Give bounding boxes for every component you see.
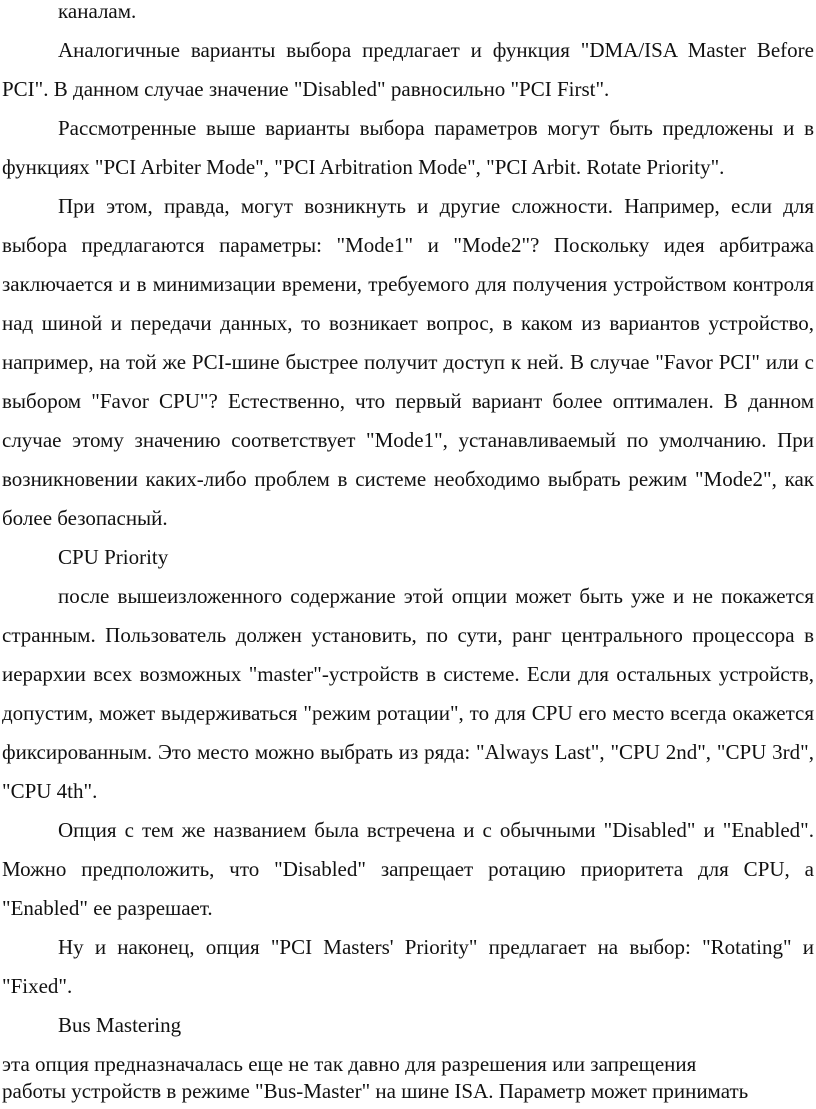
paragraph-cpu-options: Опция с тем же названием была встречена и с обычными "Disabled" и "Enabled". Можно предположить, что "Disabled" запрещает ротацию приоритета для CPU, а "Enabled" ее разрешает. xyxy=(2,818,814,920)
heading-cpu-priority: CPU Priority xyxy=(58,545,169,569)
bus-mastering-line-1: эта опция предназначалась еще не так давно для разрешения или запрещения xyxy=(2,1052,697,1076)
paragraph-continuation: каналам. xyxy=(58,0,137,23)
paragraph-pci-masters-priority: Ну и наконец, опция "PCI Masters' Priority" предлагает на выбор: "Rotating" и "Fixed". xyxy=(2,935,814,998)
bus-mastering-text xyxy=(2,1051,814,1105)
heading-bus-mastering: Bus Mastering xyxy=(58,1013,182,1037)
paragraph-pci-arbiter: Рассмотренные выше варианты выбора параметров могут быть предложены и в функциях "PCI Arbiter Mode", "PCI Arbitration Mode", "PCI Arbit. Rotate Priority". xyxy=(2,116,814,179)
paragraph-dma-isa: Аналогичные варианты выбора предлагает и функция "DMA/ISA Master Before PCI". В данном случае значение "Disabled" равносильно "PCI First". xyxy=(2,38,814,101)
bus-mastering-line-2: работы устройств в режиме "Bus-Master" на шине ISA. Параметр может принимать xyxy=(2,1079,749,1103)
paragraph-cpu-rank: после вышеизложенного содержание этой опции может быть уже и не покажется странным. Пользователь должен установить, по сути, ранг центрального процессора в иерархии всех возможных "master"-устройств в системе. Если для остальных устройств, допустим, может выдерживаться "режим ротации", то для CPU его место всегда окажется фиксированным. Это место можно выбрать из ряда: "Always Last", "CPU 2nd", "CPU 3rd", "CPU 4th". xyxy=(2,584,814,803)
paragraph-mode-selection: При этом, правда, могут возникнуть и другие сложности. Например, если для выбора предлагаются параметры: "Mode1" и "Mode2"? Поскольку идея арбитража заключается и в минимизации времени, требуемого для получения устройством контроля над шиной и передачи данных, то возникает вопрос, в каком из вариантов устройство, например, на той же PCI-шине быстрее получит доступ к ней. В случае "Favor PCI" или с выбором "Favor CPU"? Естественно, что первый вариант более оптимален. В данном случае этому значению соответствует "Mode1", устанавливаемый по умолчанию. При возникновении каких-либо проблем в системе необходимо выбрать режим "Mode2", как более безопасный. xyxy=(2,194,814,530)
